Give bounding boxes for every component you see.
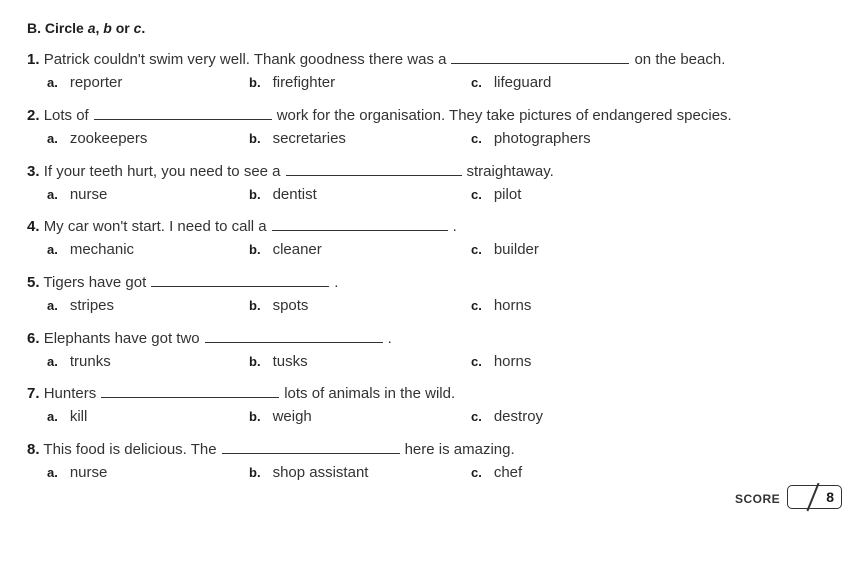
- option-c[interactable]: c. horns: [471, 353, 532, 370]
- option-c[interactable]: c. lifeguard: [471, 74, 552, 91]
- option-a[interactable]: a. zookeepers: [47, 130, 148, 147]
- option-c[interactable]: c. destroy: [471, 408, 544, 425]
- answer-blank[interactable]: [222, 439, 400, 454]
- answer-blank[interactable]: [101, 383, 279, 398]
- score-slash: [806, 483, 819, 511]
- answer-blank[interactable]: [205, 328, 383, 343]
- option-b[interactable]: b. firefighter: [249, 74, 336, 91]
- answer-blank[interactable]: [451, 49, 629, 64]
- option-c[interactable]: c. builder: [471, 241, 539, 258]
- option-a[interactable]: a. nurse: [47, 186, 108, 203]
- question-7: 7. Hunters lots of animals in the wild.: [27, 385, 456, 402]
- option-c[interactable]: c. horns: [471, 297, 532, 314]
- score-total: 8: [826, 489, 834, 505]
- score-label: SCORE: [735, 492, 781, 506]
- option-c[interactable]: c. chef: [471, 464, 523, 481]
- option-a[interactable]: a. mechanic: [47, 241, 135, 258]
- question-4: 4. My car won't start. I need to call a .: [27, 218, 457, 235]
- option-a[interactable]: a. stripes: [47, 297, 115, 314]
- option-b[interactable]: b. weigh: [249, 408, 312, 425]
- question-8: 8. This food is delicious. The here is amazing.: [27, 441, 515, 458]
- option-b[interactable]: b. spots: [249, 297, 309, 314]
- question-5: 5. Tigers have got .: [27, 274, 339, 291]
- option-b[interactable]: b. tusks: [249, 353, 308, 370]
- question-3: 3. If your teeth hurt, you need to see a straightaway.: [27, 163, 554, 180]
- option-c[interactable]: c. pilot: [471, 186, 522, 203]
- question-2: 2. Lots of work for the organisation. They take pictures of endangered species.: [27, 107, 732, 124]
- option-c[interactable]: c. photographers: [471, 130, 591, 147]
- answer-blank[interactable]: [151, 272, 329, 287]
- answer-blank[interactable]: [272, 216, 448, 231]
- option-a[interactable]: a. kill: [47, 408, 88, 425]
- option-b[interactable]: b. cleaner: [249, 241, 322, 258]
- answer-blank[interactable]: [286, 161, 462, 176]
- option-a[interactable]: a. trunks: [47, 353, 111, 370]
- option-b[interactable]: b. secretaries: [249, 130, 346, 147]
- exercise-heading: B. Circle a, b or c.: [27, 20, 146, 36]
- option-a[interactable]: a. nurse: [47, 464, 108, 481]
- answer-blank[interactable]: [94, 105, 272, 120]
- option-a[interactable]: a. reporter: [47, 74, 123, 91]
- question-1: 1. Patrick couldn't swim very well. Thank goodness there was a on the beach.: [27, 51, 726, 68]
- question-6: 6. Elephants have got two .: [27, 330, 392, 347]
- option-b[interactable]: b. dentist: [249, 186, 317, 203]
- score-box[interactable]: [787, 485, 842, 509]
- option-b[interactable]: b. shop assistant: [249, 464, 369, 481]
